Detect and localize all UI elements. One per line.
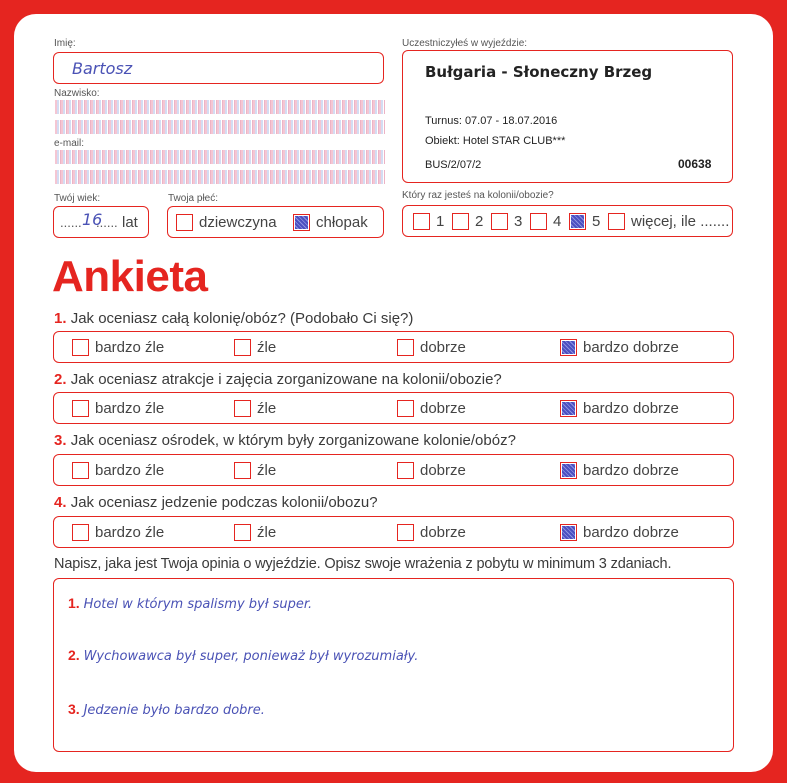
- times-checkbox-1[interactable]: [413, 213, 430, 230]
- opinion-line-1-number: 1.: [68, 595, 80, 611]
- times-checkbox-3[interactable]: [491, 213, 508, 230]
- q1-opt-dobrze[interactable]: [397, 332, 466, 362]
- gender-male-option[interactable]: [293, 207, 368, 237]
- times-label-4: 4: [553, 212, 562, 230]
- q4-cb-zle[interactable]: [234, 524, 251, 541]
- opinion-line-2: [68, 647, 418, 664]
- opinion-line-1-text: Hotel w którym spalismy był super.: [83, 597, 313, 612]
- age-label: Twój wiek:: [54, 193, 101, 204]
- question-1-answers: [53, 331, 734, 363]
- q3-cb-bardzo-zle[interactable]: [72, 462, 89, 479]
- question-3-text: Jak oceniasz ośrodek, w którym były zorganizowane kolonie/obóz?: [70, 432, 516, 449]
- question-3-answers: [53, 454, 734, 486]
- q3-lbl-bardzo-zle: bardzo źle: [95, 461, 165, 479]
- trip-code: 00638: [678, 157, 712, 171]
- q2-lbl-bardzo-dobrze: bardzo dobrze: [583, 399, 679, 417]
- times-option-2[interactable]: [452, 206, 483, 236]
- opinion-line-3: [68, 701, 265, 718]
- opinion-line-3-number: 3.: [68, 701, 80, 717]
- opinion-line-2-number: 2.: [68, 647, 80, 663]
- question-4-answers: [53, 516, 734, 548]
- q4-opt-bardzo-zle[interactable]: [72, 517, 164, 547]
- q3-opt-zle[interactable]: [234, 455, 276, 485]
- age-unit: lat: [122, 214, 138, 231]
- age-dots-before: ......: [60, 215, 82, 230]
- times-checkbox-more[interactable]: [608, 213, 625, 230]
- q2-lbl-bardzo-zle: bardzo źle: [95, 399, 165, 417]
- question-1-text: Jak oceniasz całą kolonię/obóz? (Podobało Ci się?): [70, 310, 414, 327]
- trip-bus: BUS/2/07/2: [425, 159, 482, 171]
- trip-title: Bułgaria - Słoneczny Brzeg: [425, 63, 653, 81]
- question-2-answers: [53, 392, 734, 424]
- q1-lbl-bardzo-dobrze: bardzo dobrze: [583, 338, 679, 356]
- q3-lbl-bardzo-dobrze: bardzo dobrze: [583, 461, 679, 479]
- q3-opt-dobrze[interactable]: [397, 455, 466, 485]
- question-4-text: Jak oceniasz jedzenie podczas kolonii/obozu?: [70, 494, 378, 511]
- q4-lbl-bardzo-dobrze: bardzo dobrze: [583, 523, 679, 541]
- opinion-line-3-text: Jedzenie było bardzo dobre.: [83, 703, 265, 718]
- q2-opt-bardzo-zle[interactable]: [72, 393, 164, 423]
- times-label-2: 2: [475, 212, 484, 230]
- question-3-number: 3.: [54, 432, 67, 449]
- q1-cb-dobrze[interactable]: [397, 339, 414, 356]
- question-2-text: Jak oceniasz atrakcje i zajęcia zorganizowane na kolonii/obozie?: [70, 371, 502, 388]
- times-option-1[interactable]: [413, 206, 444, 236]
- q1-opt-zle[interactable]: [234, 332, 276, 362]
- email-redacted-2: [55, 170, 385, 184]
- gender-female-checkbox[interactable]: [176, 214, 193, 231]
- question-2-number: 2.: [54, 371, 67, 388]
- gender-female-option[interactable]: [176, 207, 277, 237]
- q4-cb-dobrze[interactable]: [397, 524, 414, 541]
- q2-cb-bardzo-dobrze[interactable]: [560, 400, 577, 417]
- q4-lbl-bardzo-zle: bardzo źle: [95, 523, 165, 541]
- question-4: [54, 494, 378, 511]
- name-field[interactable]: [53, 52, 384, 84]
- times-checkbox-5[interactable]: [569, 213, 586, 230]
- q4-opt-bardzo-dobrze[interactable]: [560, 517, 679, 547]
- times-option-4[interactable]: [530, 206, 561, 236]
- question-1: [54, 310, 413, 327]
- question-1-number: 1.: [54, 310, 67, 327]
- q2-cb-bardzo-zle[interactable]: [72, 400, 89, 417]
- times-label-more: więcej, ile .......: [631, 212, 730, 230]
- email-redacted: [55, 150, 385, 164]
- q1-cb-bardzo-zle[interactable]: [72, 339, 89, 356]
- times-option-more[interactable]: [608, 206, 729, 236]
- gender-male-label: chłopak: [316, 213, 368, 231]
- q4-cb-bardzo-zle[interactable]: [72, 524, 89, 541]
- surname-label: Nazwisko:: [54, 88, 100, 99]
- q4-opt-zle[interactable]: [234, 517, 276, 547]
- age-dots-after: ......: [96, 215, 118, 230]
- q3-lbl-zle: źle: [257, 461, 277, 479]
- trip-obiekt: Obiekt: Hotel STAR CLUB***: [425, 135, 566, 147]
- name-value: Bartosz: [72, 59, 133, 78]
- gender-female-label: dziewczyna: [199, 213, 277, 231]
- q4-cb-bardzo-dobrze[interactable]: [560, 524, 577, 541]
- opinion-prompt: Napisz, jaka jest Twoja opinia o wyjeździe. Opisz swoje wrażenia z pobytu w minimum 3 zdaniach.: [54, 556, 672, 572]
- q2-lbl-zle: źle: [257, 399, 277, 417]
- q2-opt-dobrze[interactable]: [397, 393, 466, 423]
- q3-cb-dobrze[interactable]: [397, 462, 414, 479]
- gender-field: [167, 206, 384, 238]
- q3-cb-bardzo-dobrze[interactable]: [560, 462, 577, 479]
- question-2: [54, 371, 502, 388]
- times-checkbox-4[interactable]: [530, 213, 547, 230]
- times-label: Który raz jesteś na kolonii/obozie?: [402, 190, 554, 201]
- q2-opt-zle[interactable]: [234, 393, 276, 423]
- times-option-5[interactable]: [569, 206, 600, 236]
- opinion-textarea[interactable]: [53, 578, 734, 752]
- q1-cb-bardzo-dobrze[interactable]: [560, 339, 577, 356]
- q4-opt-dobrze[interactable]: [397, 517, 466, 547]
- times-label-1: 1: [436, 212, 445, 230]
- q1-cb-zle[interactable]: [234, 339, 251, 356]
- opinion-line-1: [68, 595, 312, 612]
- q1-lbl-dobrze: dobrze: [420, 338, 466, 356]
- times-label-3: 3: [514, 212, 523, 230]
- participant-label: Uczestniczyłeś w wyjeździe:: [402, 38, 528, 49]
- times-label-5: 5: [592, 212, 601, 230]
- q2-opt-bardzo-dobrze[interactable]: [560, 393, 679, 423]
- name-label: Imię:: [54, 38, 76, 49]
- q1-lbl-zle: źle: [257, 338, 277, 356]
- q3-lbl-dobrze: dobrze: [420, 461, 466, 479]
- q3-opt-bardzo-zle[interactable]: [72, 455, 164, 485]
- q4-lbl-zle: źle: [257, 523, 277, 541]
- question-4-number: 4.: [54, 494, 67, 511]
- q2-cb-dobrze[interactable]: [397, 400, 414, 417]
- survey-title: Ankieta: [52, 252, 208, 301]
- q3-cb-zle[interactable]: [234, 462, 251, 479]
- times-checkbox-2[interactable]: [452, 213, 469, 230]
- q3-opt-bardzo-dobrze[interactable]: [560, 455, 679, 485]
- trip-info-box: [402, 50, 733, 183]
- question-3: [54, 432, 516, 449]
- age-value: 16: [82, 210, 103, 229]
- gender-label: Twoja płeć:: [168, 193, 219, 204]
- q1-opt-bardzo-dobrze[interactable]: [560, 332, 679, 362]
- gender-male-checkbox[interactable]: [293, 214, 310, 231]
- opinion-line-2-text: Wychowawca był super, ponieważ był wyrozumiały.: [83, 649, 419, 664]
- age-field[interactable]: [53, 206, 149, 238]
- q4-lbl-dobrze: dobrze: [420, 523, 466, 541]
- q2-lbl-dobrze: dobrze: [420, 399, 466, 417]
- q1-opt-bardzo-zle[interactable]: [72, 332, 164, 362]
- surname-redacted: [55, 100, 385, 114]
- q1-lbl-bardzo-zle: bardzo źle: [95, 338, 165, 356]
- surname-redacted-2: [55, 120, 385, 134]
- email-label: e-mail:: [54, 138, 85, 149]
- times-field: [402, 205, 733, 237]
- trip-turnus: Turnus: 07.07 - 18.07.2016: [425, 115, 558, 127]
- times-option-3[interactable]: [491, 206, 522, 236]
- q2-cb-zle[interactable]: [234, 400, 251, 417]
